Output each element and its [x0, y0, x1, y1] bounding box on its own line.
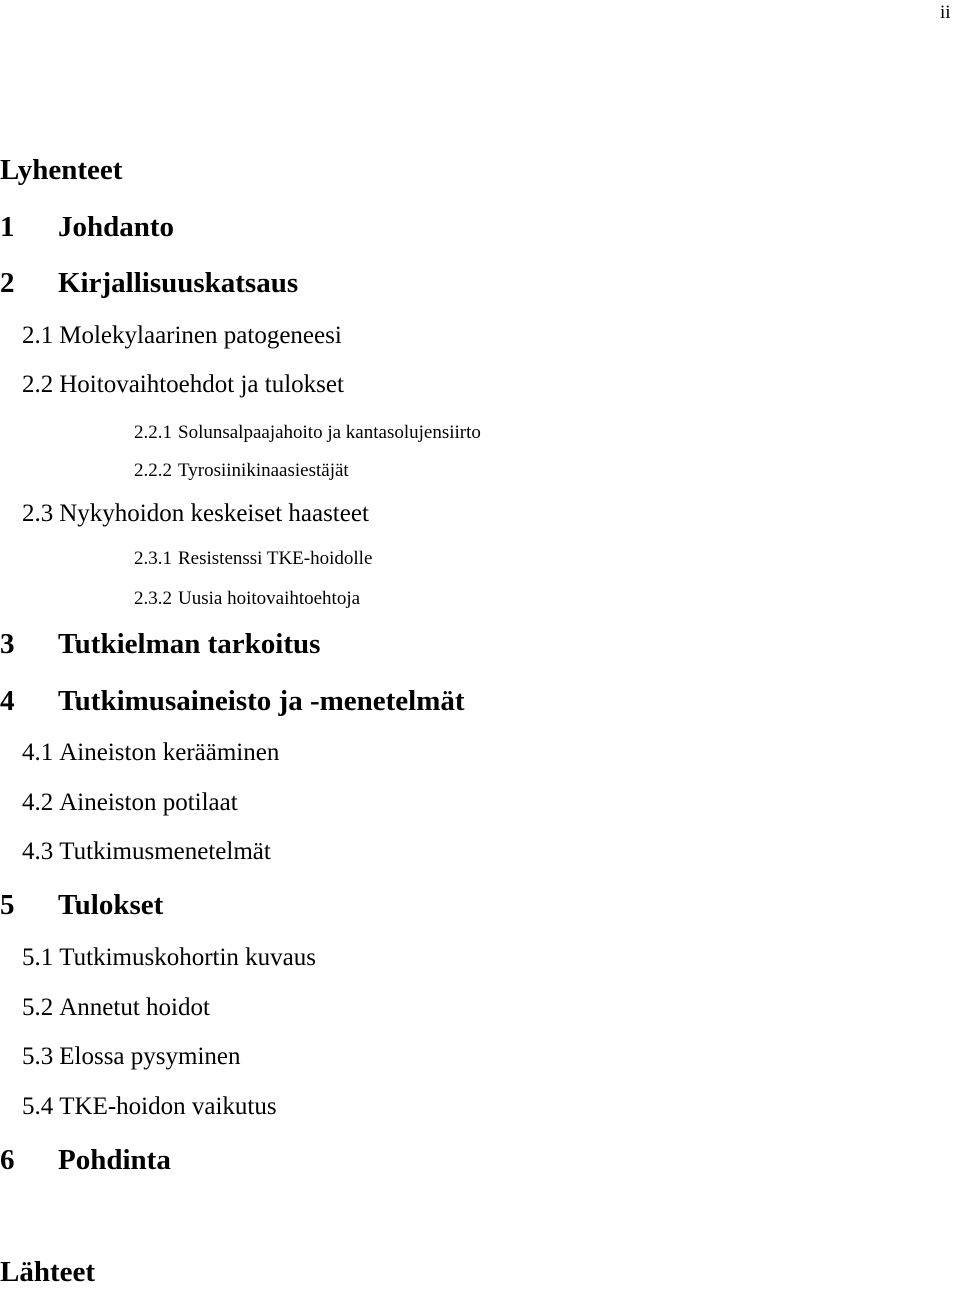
- toc-entry-2: [0, 266, 298, 300]
- toc-entry-lyhenteet: [0, 153, 122, 187]
- toc-entry-number: 1: [0, 211, 15, 243]
- toc-entry-5-3: [22, 1042, 241, 1072]
- toc-entry-title: Hoitovaihtoehdot ja tulokset: [59, 371, 344, 398]
- toc-entry-4-3: [22, 837, 271, 867]
- toc-entry-number: 6: [0, 1144, 15, 1176]
- toc-entry-title: Molekylaarinen patogeneesi: [59, 322, 342, 349]
- toc-entry-number: 2.3.2: [134, 588, 172, 609]
- toc-entry-2-3-2: [134, 587, 360, 611]
- toc-entry-title: Nykyhoidon keskeiset haasteet: [59, 500, 369, 527]
- toc-entry-2-2-2: [134, 459, 349, 483]
- toc-entry-title: Uusia hoitovaihtoehtoja: [178, 588, 361, 609]
- toc-entry-title: Aineiston potilaat: [59, 789, 238, 816]
- toc-entry-title: Tyrosiinikinaasiestäjät: [178, 460, 349, 481]
- toc-entry-number: 2.2: [22, 371, 54, 398]
- toc-entry-number: 2.3.1: [134, 548, 172, 569]
- toc-entry-5-4: [22, 1092, 277, 1122]
- toc-entry-number: 2.2.1: [134, 422, 172, 443]
- toc-entry-number: 4.1: [22, 739, 54, 766]
- toc-entry-title: Annetut hoidot: [59, 994, 210, 1021]
- toc-entry-2-1: [22, 321, 342, 351]
- toc-entry-5-2: [22, 993, 210, 1023]
- toc-entry-number: 2.3: [22, 500, 54, 527]
- page-number: ii: [940, 2, 951, 23]
- toc-entry-lahteet: [0, 1255, 95, 1289]
- toc-entry-number: 4.3: [22, 838, 54, 865]
- toc-entry-title: Tutkimusmenetelmät: [59, 838, 271, 865]
- toc-entry-title: Johdanto: [58, 211, 175, 243]
- toc-entry-1: [0, 210, 174, 244]
- toc-entry-number: 4: [0, 685, 15, 717]
- toc-entry-4-1: [22, 738, 279, 768]
- toc-entry-3: [0, 627, 320, 661]
- toc-entry-2-3: [22, 499, 369, 529]
- toc-entry-number: 2.2.2: [134, 460, 172, 481]
- toc-entry-number: 5: [0, 889, 15, 921]
- toc-entry-5: [0, 888, 163, 922]
- toc-entry-title: Aineiston kerääminen: [59, 739, 280, 766]
- toc-entry-number: 5.1: [22, 944, 54, 971]
- toc-entry-number: 5.2: [22, 994, 54, 1021]
- toc-entry-2-3-1: [134, 547, 372, 571]
- toc-entry-number: 2: [0, 267, 15, 299]
- toc-entry-title: Solunsalpaajahoito ja kantasolujensiirto: [178, 422, 481, 443]
- toc-entry-title: Lähteet: [0, 1256, 96, 1288]
- toc-entry-number: 5.4: [22, 1093, 54, 1120]
- toc-entry-number: 5.3: [22, 1043, 54, 1070]
- toc-entry-2-2-1: [134, 421, 481, 445]
- toc-entry-title: Elossa pysyminen: [59, 1043, 241, 1070]
- toc-entry-4: [0, 684, 465, 718]
- toc-entry-number: 3: [0, 628, 15, 660]
- toc-entry-title: Tutkimuskohortin kuvaus: [59, 944, 317, 971]
- toc-entry-title: Kirjallisuuskatsaus: [58, 267, 299, 299]
- toc-entry-title: Tutkielman tarkoitus: [58, 628, 321, 660]
- toc-entry-title: Resistenssi TKE-hoidolle: [178, 548, 373, 569]
- toc-entry-title: Lyhenteet: [0, 154, 123, 186]
- toc-entry-number: 2.1: [22, 322, 54, 349]
- toc-entry-title: Tutkimusaineisto ja -menetelmät: [58, 685, 465, 717]
- toc-entry-6: [0, 1143, 171, 1177]
- toc-entry-number: 4.2: [22, 789, 54, 816]
- toc-entry-5-1: [22, 943, 316, 973]
- toc-entry-title: Pohdinta: [58, 1144, 171, 1176]
- toc-entry-2-2: [22, 370, 344, 400]
- toc-entry-title: TKE-hoidon vaikutus: [59, 1093, 277, 1120]
- toc-entry-4-2: [22, 788, 238, 818]
- toc-entry-title: Tulokset: [58, 889, 164, 921]
